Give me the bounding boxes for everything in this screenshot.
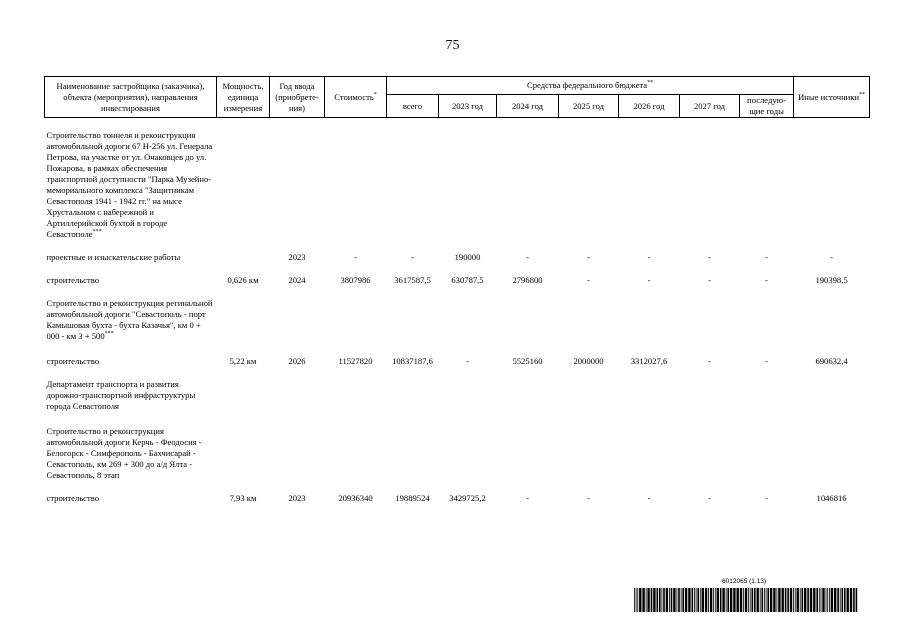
barcode-bar: [795, 588, 796, 612]
barcode-bar: [847, 588, 849, 612]
barcode-bar: [778, 588, 780, 612]
barcode-bar: [827, 588, 828, 612]
barcode-bar: [748, 588, 749, 612]
table-body: [45, 118, 870, 505]
cell-later: -: [765, 493, 768, 503]
barcode-bar: [659, 588, 661, 612]
cell-y2024: [497, 379, 559, 412]
cell-year: 2023: [288, 493, 306, 503]
barcode-bar: [819, 588, 820, 612]
cell-later: [740, 298, 794, 342]
cell-unit: 7,93 км: [229, 493, 257, 503]
barcode-bar: [677, 588, 678, 612]
cell-y2024: -: [526, 493, 529, 503]
cell-y2026: -: [647, 252, 651, 262]
cell-y2024: 5525160: [512, 356, 543, 366]
barcode-bar: [752, 588, 754, 612]
cell-total: -: [411, 252, 414, 262]
cell-y2023: 190000: [454, 252, 481, 262]
barcode-label: 6012065 (1.13): [722, 578, 767, 585]
cell-later: [740, 379, 794, 412]
row-spacer: [45, 412, 870, 426]
barcode-bar: [766, 588, 767, 612]
cell-year: 2026: [288, 356, 306, 366]
barcode-bar: [762, 588, 764, 612]
barcode-bar: [745, 588, 747, 612]
barcode-bar: [737, 588, 739, 612]
barcode-bar: [666, 588, 668, 612]
cell-total: 3617587,5: [394, 275, 431, 285]
barcode-bar: [694, 588, 695, 612]
cell-y2026: [619, 298, 680, 342]
header-2024: 2024 год: [497, 95, 559, 118]
barcode-bar: [682, 588, 684, 612]
barcode-bar: [853, 588, 855, 612]
cell-other: 190398,5: [815, 275, 848, 285]
cell-unit: [217, 426, 270, 481]
barcode-bar: [800, 588, 801, 612]
barcode-bar: [804, 588, 806, 612]
barcode-bar: [705, 588, 707, 612]
barcode-bar: [713, 588, 714, 612]
barcode-bar: [834, 588, 836, 612]
header-2026: 2026 год: [619, 95, 680, 118]
barcode-bar: [760, 588, 761, 612]
barcode-bar: [764, 588, 765, 612]
cell-later: [740, 426, 794, 481]
row-name: Строительство тоннеля и реконструкция автомобильной дороги 67 Н-256 ул. Генерала Петрова, на участке от ул. Очаковцев до ул. Пожарова, в рамках обеспечения транспортной доступности "Парка Музейно-мемориального комплекса "Защитникам Севастополя 1941 - 1942 гг." на мысе Хрустальном с набережной и Артиллерийской бухтой в городе Севастополе***: [46, 130, 213, 239]
cell-other: [794, 298, 870, 342]
table-row: [45, 356, 870, 367]
barcode-bar: [688, 588, 690, 612]
barcode-bar: [856, 588, 858, 612]
cell-y2024: [497, 130, 559, 240]
cell-unit: [217, 130, 270, 240]
cell-y2027: -: [708, 356, 711, 366]
cell-y2023: [439, 298, 497, 342]
cell-year: [270, 298, 325, 342]
cell-total: [387, 426, 439, 481]
cell-y2024: 2796800: [512, 275, 543, 285]
cell-y2027: [680, 379, 740, 412]
barcode-bar: [831, 588, 833, 612]
cell-later: -: [765, 252, 768, 262]
row-name: Строительство и реконструкция автомобильной дороги Керчь - Феодосия - Белогорск - Симферополь - Бахчисарай - Севастополь, км 269 + 300 до а/д Ялта - Севастополь, 8 этап: [46, 426, 202, 480]
cell-y2026: [619, 379, 680, 412]
header-name: Наименование застройщика (заказчика), объекта (мероприятия), направления инвестирования: [45, 77, 217, 118]
cell-y2023: [439, 426, 497, 481]
header-total: всего: [387, 95, 439, 118]
cell-y2023: -: [466, 356, 469, 366]
cell-other: -: [830, 252, 833, 262]
barcode-bar: [662, 588, 663, 612]
table-header: [45, 77, 870, 118]
barcode-bar: [697, 588, 699, 612]
cell-y2026: -: [647, 275, 651, 285]
cell-later: [740, 130, 794, 240]
barcode-bar: [782, 588, 784, 612]
barcode-bar: [637, 588, 638, 612]
barcode-bar: [767, 588, 769, 612]
barcode-bar: [669, 588, 670, 612]
row-spacer: [45, 240, 870, 252]
barcode-bar: [777, 588, 778, 612]
barcode-bar: [829, 588, 830, 612]
row-name: проектные и изыскательские работы: [46, 252, 181, 262]
cell-y2027: [680, 130, 740, 240]
barcode-bar: [653, 588, 655, 612]
cell-cost: [325, 379, 387, 412]
page-number: 75: [445, 38, 460, 53]
barcode-bar: [671, 588, 673, 612]
cell-cost: 3807986: [340, 275, 371, 285]
cell-y2026: [619, 426, 680, 481]
barcode-bar: [802, 588, 804, 612]
barcode-bar: [840, 588, 841, 612]
barcode-bar: [708, 588, 709, 612]
barcode-bar: [657, 588, 659, 612]
cell-y2027: [680, 298, 740, 342]
table-row: [45, 426, 870, 481]
cell-later: -: [765, 275, 768, 285]
cell-y2024: [497, 426, 559, 481]
row-spacer: [45, 481, 870, 493]
cell-cost: [325, 130, 387, 240]
row-name: Департамент транспорта и развития дорожно-транспортной инфраструктуры города Севастополя: [46, 379, 196, 411]
barcode-bar: [733, 588, 735, 612]
header-later: последую-щие годы: [740, 95, 794, 118]
row-spacer: [45, 286, 870, 298]
cell-y2024: -: [526, 252, 529, 262]
barcode-bar: [785, 588, 787, 612]
barcode-bar: [757, 588, 759, 612]
cell-year: [270, 379, 325, 412]
cell-y2025: [559, 298, 619, 342]
barcode-bar: [717, 588, 719, 612]
cell-cost: 20936340: [338, 493, 373, 503]
table-row: [45, 252, 870, 263]
header-2025: 2025 год: [559, 95, 619, 118]
barcode-bar: [646, 588, 647, 612]
cell-y2027: -: [708, 275, 711, 285]
cell-y2023: 3429725,2: [449, 493, 486, 503]
cell-y2023: [439, 379, 497, 412]
barcode-bar: [715, 588, 716, 612]
cell-y2025: [559, 130, 619, 240]
cell-cost: -: [354, 252, 357, 262]
barcode-bar: [810, 588, 812, 612]
barcode-bar: [685, 588, 687, 612]
cell-y2025: -: [587, 493, 590, 503]
barcode-bar: [636, 588, 637, 612]
cell-y2026: [619, 130, 680, 240]
cell-unit: 5,22 км: [229, 356, 257, 366]
cell-y2026: -: [647, 493, 651, 503]
barcode-bar: [700, 588, 701, 612]
barcode-bar: [750, 588, 751, 612]
header-other: Иные источники**: [794, 77, 870, 118]
cell-later: -: [765, 356, 768, 366]
cell-cost: 11527820: [338, 356, 373, 366]
cell-y2026: 3312027,6: [630, 356, 668, 366]
row-spacer: [45, 367, 870, 379]
barcode-bar: [639, 588, 641, 612]
barcode-bar: [790, 588, 792, 612]
header-federal: Средства федерального бюджета**: [387, 77, 794, 95]
barcode-bar: [727, 588, 729, 612]
barcode-bar: [773, 588, 775, 612]
barcode-bar: [702, 588, 704, 612]
cell-y2025: [559, 426, 619, 481]
barcode-bar: [754, 588, 756, 612]
barcode-bar: [844, 588, 846, 612]
cell-y2027: -: [708, 252, 711, 262]
barcode-bar: [797, 588, 799, 612]
cell-cost: [325, 426, 387, 481]
cell-y2023: [439, 130, 497, 240]
row-name: строительство: [46, 493, 100, 503]
cell-y2024: [497, 298, 559, 342]
barcode-bar: [642, 588, 644, 612]
barcode-bar: [842, 588, 844, 612]
table-row: [45, 379, 870, 412]
row-spacer: [45, 342, 870, 356]
barcode-bar: [793, 588, 794, 612]
header-2023: 2023 год: [439, 95, 497, 118]
cell-unit: [217, 298, 270, 342]
cell-unit: [217, 252, 270, 263]
header-cost: Стоимость*: [325, 77, 387, 118]
barcode-bar: [634, 588, 635, 612]
barcode-bar: [678, 588, 680, 612]
barcode-bar: [651, 588, 653, 612]
barcode-bar: [837, 588, 839, 612]
barcode-bar: [807, 588, 809, 612]
cell-other: 690632,4: [815, 356, 848, 366]
cell-year: [270, 426, 325, 481]
barcode-bar: [722, 588, 724, 612]
cell-y2027: [680, 426, 740, 481]
cell-other: [794, 426, 870, 481]
cell-total: [387, 130, 439, 240]
cell-other: [794, 130, 870, 240]
cell-other: [794, 379, 870, 412]
header-capacity: Мощность, единица измерения: [217, 77, 270, 118]
cell-year: 2024: [288, 275, 306, 285]
barcode-bar: [647, 588, 649, 612]
cell-y2025: -: [587, 275, 590, 285]
table-row: [45, 493, 870, 504]
cell-year: [270, 130, 325, 240]
row-spacer: [45, 263, 870, 275]
table-row: [45, 130, 870, 240]
budget-table: [44, 76, 870, 504]
barcode-bar: [822, 588, 824, 612]
barcode-bar: [770, 588, 772, 612]
barcode-bar: [740, 588, 742, 612]
barcode-bar: [696, 588, 697, 612]
row-spacer: [45, 118, 870, 131]
cell-y2023: 630787,5: [451, 275, 484, 285]
barcode-bar: [673, 588, 675, 612]
barcode-bar: [850, 588, 852, 612]
cell-unit: 0,626 км: [227, 275, 259, 285]
cell-cost: [325, 298, 387, 342]
header-2027: 2027 год: [680, 95, 740, 118]
barcode-bar: [730, 588, 732, 612]
barcode-bar: [663, 588, 665, 612]
cell-total: 19889524: [395, 493, 430, 503]
barcode-bar: [692, 588, 694, 612]
barcode-bar: [813, 588, 815, 612]
barcode-bar: [826, 588, 827, 612]
cell-total: [387, 379, 439, 412]
cell-y2027: -: [708, 493, 711, 503]
cell-other: 1046816: [816, 493, 847, 503]
cell-year: 2023: [288, 252, 306, 262]
cell-y2025: -: [587, 252, 590, 262]
barcode-bar: [726, 588, 727, 612]
row-name: Строительство и реконструкция регинальной автомобильной дороги "Севастополь - порт Камышовая бухта - бухта Казачья", км 0 + 000 - км 3 + 500***: [46, 298, 213, 341]
table-row: [45, 275, 870, 286]
cell-unit: [217, 379, 270, 412]
cell-total: 10837187,6: [392, 356, 433, 366]
row-name: строительство: [46, 275, 100, 285]
barcode-bar: [710, 588, 712, 612]
barcode-bar: [743, 588, 744, 612]
barcode-bar: [821, 588, 822, 612]
barcode-bar: [787, 588, 789, 612]
barcode-bar: [816, 588, 818, 612]
barcode-bar: [681, 588, 682, 612]
cell-total: [387, 298, 439, 342]
barcode-image: [634, 588, 860, 612]
table-row: [45, 298, 870, 342]
header-year: Год ввода (приобрете-ния): [270, 77, 325, 118]
barcode-bar: [720, 588, 722, 612]
row-name: строительство: [46, 356, 100, 366]
cell-y2025: 2000000: [573, 356, 604, 366]
cell-y2025: [559, 379, 619, 412]
